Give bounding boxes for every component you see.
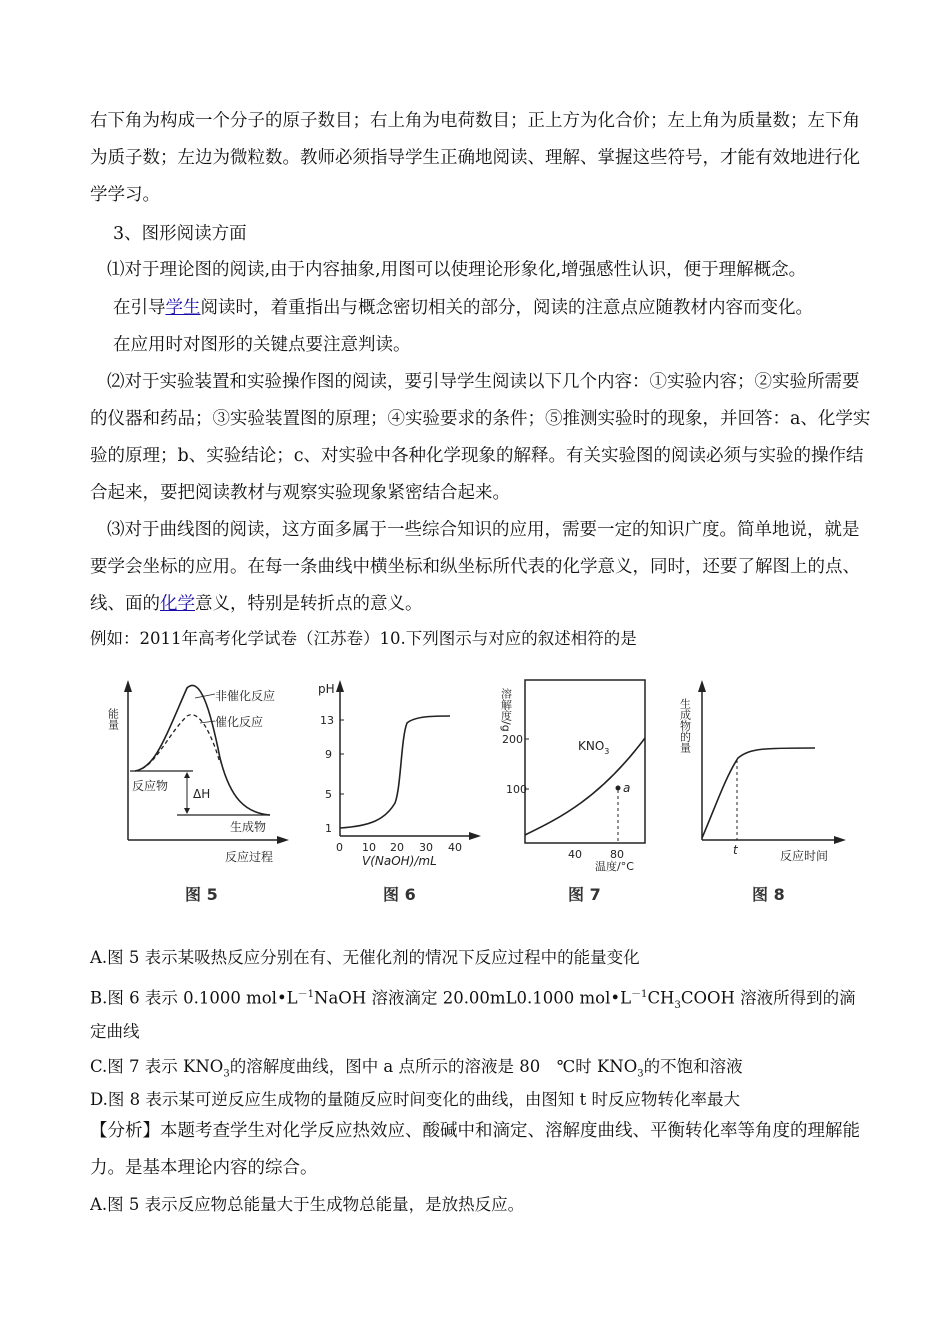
fig7-point-label: a [623, 781, 631, 795]
fig7-xtick-40: 40 [568, 848, 582, 861]
fig6-ytick-9: 9 [325, 748, 332, 761]
option-c: C.图 7 表示 $KNO_3$的溶解度曲线，图中 a 点所示的溶液是 80 ℃时 $KNO_3$的不饱和溶液 [90, 1057, 743, 1080]
fig6-ytick-13: 13 [320, 714, 334, 727]
fig8-curve [702, 748, 815, 838]
fig6-ytick-5: 5 [325, 788, 332, 801]
fig5-ylabel: 能量 [106, 708, 120, 730]
fig6-xtick-0: 0 [336, 841, 343, 854]
example-question: 例如：2011年高考化学试卷（江苏卷）10.下列图示与对应的叙述相符的是 [90, 629, 637, 648]
fig6-ytick-1: 1 [325, 822, 332, 835]
figure-7-caption: 图 7 [568, 885, 601, 904]
paragraph-guide-students: 在引导学生阅读时，着重指出与概念密切相关的部分，阅读的注意点应随教材内容而变化。 [113, 298, 813, 318]
fig5-label-dh: ΔH [193, 787, 211, 801]
fig5-label-product: 生成物 [230, 820, 267, 834]
fig6-xtick-30: 30 [419, 841, 433, 854]
fig5-catalyzed-curve [135, 715, 220, 771]
fig6-curve [340, 716, 450, 828]
paragraph-experiment-figures: ⑵对于实验装置和实验操作图的阅读，要引导学生阅读以下几个内容：①实验内容；②实验所需要的仪器和药品；③实验装置图的原理；④实验要求的条件；⑤推测实验时的现象，并回答：a、化学实验的原理；b、实验结论；c、对实验中各种化学现象的解释。有关实验图的阅读必须与实验的操作结合起来，要把阅读教材与观察实验现象紧密结合起来。 [90, 372, 871, 503]
answer-a: A.图 5 表示反应物总能量大于生成物总能量，是放热反应。 [90, 1195, 525, 1214]
figure-5-caption: 图 5 [185, 885, 218, 904]
link-chemistry[interactable]: 化学 [160, 594, 195, 614]
figure-5-energy-diagram [105, 668, 295, 873]
fig6-ylabel: pH [318, 682, 335, 696]
paragraph-key-points: 在应用时对图形的关键点要注意判读。 [113, 335, 411, 355]
paragraph-curve-figures: ⑶对于曲线图的阅读，这方面多属于一些综合知识的应用，需要一定的知识广度。简单地说，就是要学会坐标的应用。在每一条曲线中横坐标和纵坐标所代表的化学意义，同时，还要了解图上的点、线、面的化学意义，特别是转折点的意义。 [90, 520, 860, 614]
fig7-xlabel: 温度/°C [595, 860, 634, 873]
option-b: B.图 6 表示 0.1000 $mol•L^{-1}NaOH$ 溶液滴定 20.00mL0.1000 $mol•L^{-1}CH_3COOH$ 溶液所得到的滴 [90, 988, 856, 1011]
fig8-ylabel: 生成物的量 [678, 698, 692, 753]
analysis-paragraph: 【分析】本题考查学生对化学反应热效应、酸碱中和滴定、溶解度曲线、平衡转化率等角度的理解能力。是基本理论内容的综合。 [90, 1121, 860, 1178]
fig7-point-a [616, 786, 621, 791]
fig5-xlabel: 反应过程 [225, 850, 274, 864]
link-students[interactable]: 学生 [165, 298, 201, 318]
option-b-continued: 定曲线 [90, 1022, 140, 1041]
fig6-xlabel: V(NaOH)/mL [362, 854, 437, 868]
figure-6-titration-curve [315, 668, 480, 873]
fig5-label-uncatalyzed: 非催化反应 [215, 689, 276, 703]
figure-7-solubility-curve [500, 668, 660, 873]
fig5-label-catalyzed: 催化反应 [215, 715, 264, 729]
option-d: D.图 8 表示某可逆反应生成物的量随反应时间变化的曲线，由图知 t 时反应物转化率最大 [90, 1090, 740, 1109]
figure-8-caption: 图 8 [752, 885, 785, 904]
fig7-xtick-80: 80 [610, 848, 624, 861]
fig6-xtick-20: 20 [390, 841, 404, 854]
fig6-xtick-40: 40 [448, 841, 462, 854]
fig7-ytick-100: 100 [506, 783, 527, 796]
paragraph-symbols: 右下角为构成一个分子的原子数目；右上角为电荷数目；正上方为化合价；左上角为质量数；左下角为质子数；左边为微粒数。教师必须指导学生正确地阅读、理解、掌握这些符号，才能有效地进行化学学习。 [90, 111, 860, 205]
paragraph-theory-figures: ⑴对于理论图的阅读,由于内容抽象,用图可以使理论形象化,增强感性认识，便于理解概念。 [107, 260, 807, 280]
fig7-curve-label: $KNO_3$ [578, 739, 610, 756]
fig5-label-reactant: 反应物 [132, 779, 169, 793]
fig7-ytick-200: 200 [502, 733, 523, 746]
figure-8-product-amount [680, 668, 850, 873]
fig8-tick-t: t [733, 843, 738, 857]
fig7-ylabel: 溶解度/g [499, 688, 513, 732]
section-heading-figure-reading: 3、图形阅读方面 [113, 224, 247, 244]
fig8-xlabel: 反应时间 [780, 849, 829, 863]
option-a: A.图 5 表示某吸热反应分别在有、无催化剂的情况下反应过程中的能量变化 [90, 948, 640, 967]
figure-6-caption: 图 6 [383, 885, 416, 904]
fig6-xtick-10: 10 [362, 841, 376, 854]
